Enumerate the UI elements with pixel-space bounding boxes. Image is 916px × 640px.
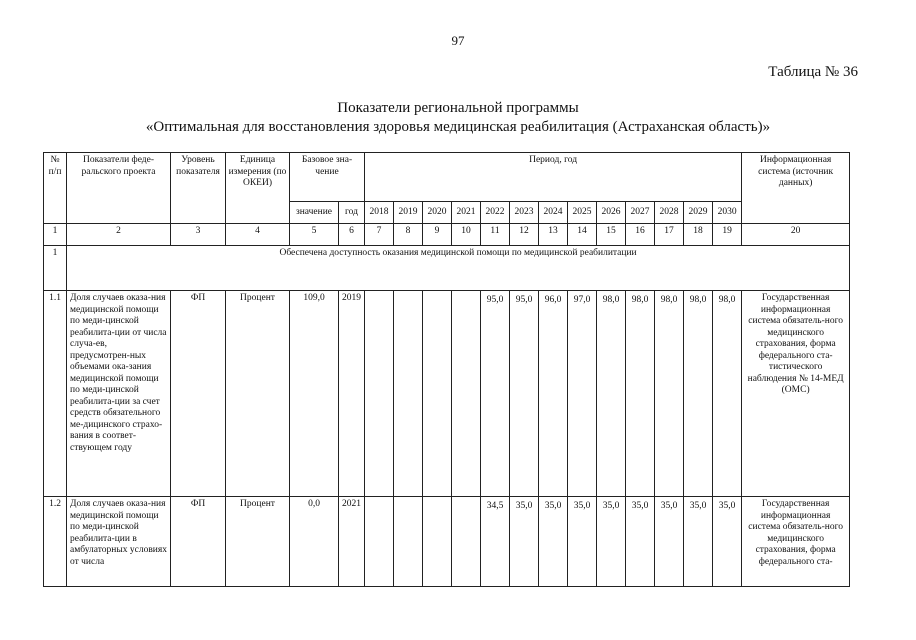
header-source: Информационная система (источник данных)	[742, 153, 850, 224]
row-year-value: 35,0	[539, 497, 568, 587]
column-number: 1	[44, 224, 67, 246]
row-num: 1.1	[44, 291, 67, 497]
column-number: 4	[226, 224, 290, 246]
row-year-value: 98,0	[626, 291, 655, 497]
row-base-value: 109,0	[290, 291, 339, 497]
column-number: 19	[713, 224, 742, 246]
header-indicator: Показатели феде-ральского проекта	[67, 153, 171, 224]
column-number: 2	[67, 224, 171, 246]
row-year-value: 35,0	[626, 497, 655, 587]
header-num: № п/п	[44, 153, 67, 224]
row-year-value: 35,0	[655, 497, 684, 587]
row-source: Государственная информационная система обязатель-ного медицинского страхования, форма федерального ста-	[742, 497, 850, 587]
row-year-value: 35,0	[597, 497, 626, 587]
header-year: 2027	[626, 202, 655, 224]
section-title: Обеспечена доступность оказания медицинской помощи по медицинской реабилитации	[67, 246, 850, 291]
row-unit: Процент	[226, 497, 290, 587]
row-year-value: 98,0	[655, 291, 684, 497]
row-level: ФП	[171, 291, 226, 497]
column-number: 5	[290, 224, 339, 246]
column-number: 3	[171, 224, 226, 246]
row-source: Государственная информационная система обязатель-ного медицинского страхования, форма федерального ста-тистического наблюдения № 14-МЕД (ОМС)	[742, 291, 850, 497]
header-period: Период, год	[365, 153, 742, 202]
row-year-value: 98,0	[597, 291, 626, 497]
row-year-value	[423, 497, 452, 587]
document-title	[0, 99, 916, 137]
section-row	[44, 246, 850, 291]
row-year-value: 98,0	[684, 291, 713, 497]
column-number: 16	[626, 224, 655, 246]
column-number: 12	[510, 224, 539, 246]
row-base-value: 0,0	[290, 497, 339, 587]
row-year-value: 35,0	[568, 497, 597, 587]
column-number: 9	[423, 224, 452, 246]
column-number: 15	[597, 224, 626, 246]
column-number: 10	[452, 224, 481, 246]
header-level: Уровень показателя	[171, 153, 226, 224]
header-year: 2025	[568, 202, 597, 224]
row-level: ФП	[171, 497, 226, 587]
header-unit: Единица измерения (по ОКЕИ)	[226, 153, 290, 224]
column-number: 6	[339, 224, 365, 246]
row-year-value	[394, 497, 423, 587]
column-number: 11	[481, 224, 510, 246]
row-year-value: 98,0	[713, 291, 742, 497]
row-year-value	[452, 497, 481, 587]
table-row	[44, 497, 850, 587]
row-year-value: 96,0	[539, 291, 568, 497]
section-num: 1	[44, 246, 67, 291]
row-year-value	[423, 291, 452, 497]
header-year: 2028	[655, 202, 684, 224]
header-year: 2030	[713, 202, 742, 224]
column-number: 20	[742, 224, 850, 246]
header-year: 2022	[481, 202, 510, 224]
row-year-value: 35,0	[713, 497, 742, 587]
row-unit: Процент	[226, 291, 290, 497]
row-year-value	[452, 291, 481, 497]
header-year: 2023	[510, 202, 539, 224]
column-number: 14	[568, 224, 597, 246]
table-label: Таблица № 36	[768, 64, 858, 80]
page-number: 97	[451, 33, 465, 48]
header-year: 2019	[394, 202, 423, 224]
header-base-year: год	[339, 202, 365, 224]
row-indicator-name: Доля случаев оказа-ния медицинской помощи по меди-цинской реабилита-ции от числа случа-ев, предусмотрен-ных объемами ока-зания медицинской помощи по меди-цинской реабилита-ции за счет средств обязательного ме-дицинского страхо-вания в соответ-ствующем году	[67, 291, 171, 497]
column-number: 18	[684, 224, 713, 246]
column-number: 7	[365, 224, 394, 246]
header-year: 2021	[452, 202, 481, 224]
column-number: 8	[394, 224, 423, 246]
column-number-row	[44, 224, 850, 246]
row-year-value	[394, 291, 423, 497]
row-year-value: 34,5	[481, 497, 510, 587]
row-base-year: 2019	[339, 291, 365, 497]
header-base: Базовое зна-чение	[290, 153, 365, 202]
row-base-year: 2021	[339, 497, 365, 587]
row-year-value: 95,0	[481, 291, 510, 497]
row-indicator-name: Доля случаев оказа-ния медицинской помощи по меди-цинской реабилита-ции в амбулаторных условиях от числа	[67, 497, 171, 587]
row-year-value	[365, 291, 394, 497]
header-year: 2020	[423, 202, 452, 224]
header-year: 2024	[539, 202, 568, 224]
title-line-2: «Оптимальная для восстановления здоровья медицинская реабилитация (Астраханская область)»	[145, 119, 771, 135]
row-year-value: 97,0	[568, 291, 597, 497]
row-year-value: 35,0	[510, 497, 539, 587]
title-line-1: Показатели региональной программы	[337, 100, 579, 116]
header-year: 2026	[597, 202, 626, 224]
table-row	[44, 291, 850, 497]
row-year-value	[365, 497, 394, 587]
header-year: 2018	[365, 202, 394, 224]
row-year-value: 95,0	[510, 291, 539, 497]
column-number: 17	[655, 224, 684, 246]
row-year-value: 35,0	[684, 497, 713, 587]
header-year: 2029	[684, 202, 713, 224]
indicators-table	[43, 152, 850, 587]
header-base-value: значение	[290, 202, 339, 224]
column-number: 13	[539, 224, 568, 246]
row-num: 1.2	[44, 497, 67, 587]
